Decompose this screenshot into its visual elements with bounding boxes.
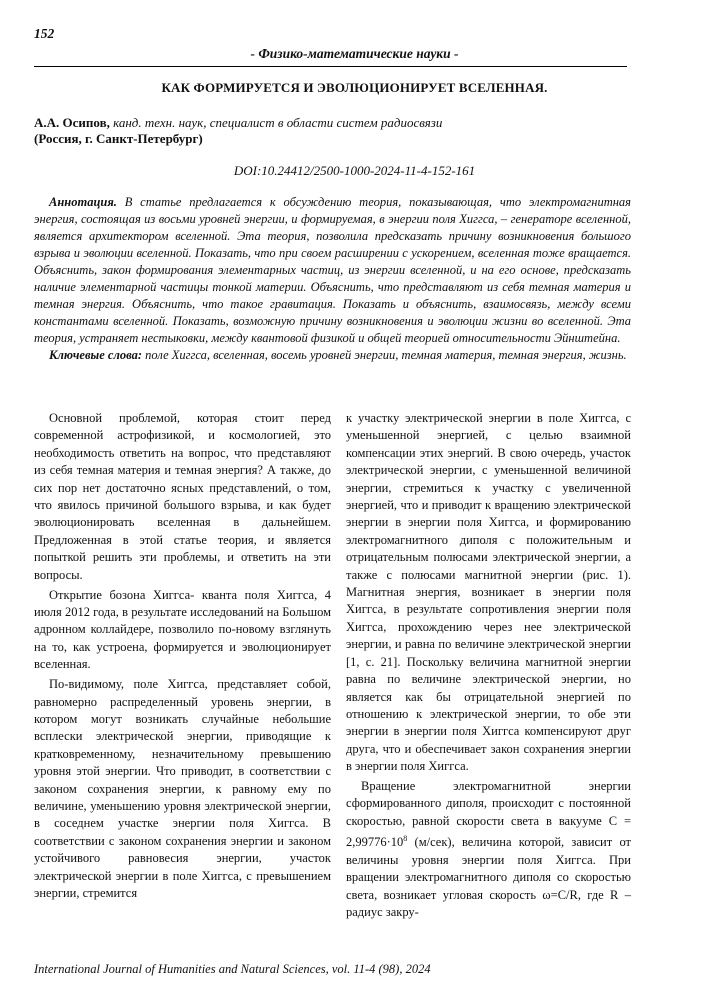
right-column	[346, 410, 631, 924]
author-block	[34, 115, 631, 147]
body-paragraph: Вращение электромагнитной энергии сформированного диполя, происходит с постоянной скоростью, равной скорости света в вакууме $C = 2,99776\cdot 10^8$ (м/сек), величина которой, зависит от величины уровня энергии поля Хиггса. При вращении электромагнитного диполя со скоростью света, возникает угловая скорость ω=C/R, где R – радиус закру-	[346, 779, 631, 920]
abstract-text: В статье предлагается к обсуждению теория, показывающая, что электромагнитная энергия, состоящая из восьми уровней энергии, и формируемая, в энергии поля Хиггса, – генераторе вселенной, является архитектором вселенной. Эта теория, позволила предсказать причину возникновения большого взрыва и эволюции вселенной. Показать, что при своем расширении с ускорением, вселенная тоже вращается. Объяснить, закон формирования элементарных частиц, из энергии вселенной, и на его основе, предсказать наличие элементарной частицы тонкой материи. Объяснить, что представляют из себя темная материя и темная энергия. Объяснить, что такое гравитация. Показать и объяснить, взаимосвязь, между всеми константами вселенной. Показать, возможную причину возникновения и эволюции жизни во вселенной. Эта теория, устраняет нестыковки, между квантовой физикой и общей теорией относительности Эйнштейна.	[34, 195, 631, 345]
article-title: КАК ФОРМИРУЕТСЯ И ЭВОЛЮЦИОНИРУЕТ ВСЕЛЕННАЯ.	[161, 80, 548, 95]
abstract-label: Аннотация.	[49, 195, 117, 209]
author-credentials: канд. техн. наук, специалист в области систем радиосвязи	[109, 115, 443, 130]
journal-footer: International Journal of Humanities and Natural Sciences, vol. 11-4 (98), 2024	[34, 962, 431, 976]
body-paragraph: к участку электрической энергии в поле Хиггса, с уменьшенной энергией, с целью взаимной компенсации этих энергий. В свою очередь, участок электрической энергии, с уменьшенной величиной энергии, стремиться к участку с увеличенной энергией, что и приводит к вращению электрической энергии в энергии поля Хиггса, и формированию электромагнитного диполя с положительным и отрицательным полюсами электрической энергии, а также с полюсами магнитной энергии (рис. 1). Магнитная энергия, возникает в энергии поля Хиггса, в результате сопротивления энергии поля Хиггса, прохождению через нее электрической энергии, и равна по величине электрической энергии [1, с. 21]. Поскольку величина магнитной энергии равна по величине электрической энергии, но является как бы отрицательной энергией по отношению к электрической энергии, то обе эти энергии в энергии поля Хиггса компенсируют друг друга, что и обеспечивает закон сохранения энергии в энергии поля Хиггса.	[346, 411, 631, 774]
left-column	[34, 410, 331, 905]
author-location: (Россия, г. Санкт-Петербург)	[34, 131, 203, 146]
abstract	[34, 194, 631, 364]
keywords-label: Ключевые слова:	[49, 348, 143, 362]
keywords-text: поле Хиггса, вселенная, восемь уровней энергии, темная материя, темная энергия, жизнь.	[142, 348, 627, 362]
keywords-paragraph	[34, 347, 631, 364]
abstract-paragraph	[34, 194, 631, 347]
header-rule	[34, 66, 627, 67]
exponent: 8	[403, 834, 408, 844]
author-line	[34, 115, 631, 131]
page-number: 152	[34, 26, 55, 41]
body-paragraph: Открытие бозона Хиггса- кванта поля Хиггса, 4 июля 2012 года, в результате исследований на Большом адронном коллайдере, позволило по-новому взглянуть на то, как устроена, формируется и эволюционирует вселенная.	[34, 587, 331, 672]
body-paragraph: По-видимому, поле Хиггса, представляет собой, равномерно распределенный уровень энергии, в котором могут возникать случайные небольшие всплески электрической энергии, приводящие к кратковременному, незначительному превышению уровня этой энергии. Что приводит, в соответствии с законом сохранения энергии, к равному ему по величине, уменьшению уровня электрической энергии, в соседнем участке энергии поля Хиггса. В соответствии с законом сохранения энергии и законом устойчивого равновесия энергии, участок электрической энергии в поле Хиггса, с превышением энергии, стремится	[34, 677, 331, 900]
author-name: А.А. Осипов,	[34, 115, 110, 130]
body-paragraph: Основной проблемой, которая стоит перед современной астрофизикой, и космологией, это необходимость ответить на вопрос, что представляют из себя темная материя и темная энергия? А также, до сих пор нет достаточно ясных представлений, о том, что явилось причиной большого взрыва, и как будет эволюционировать вселенная в дальнейшем. Предложенная в этой статье теория, и является попыткой решить эти проблемы, и ответить на эти вопросы.	[34, 411, 331, 582]
doi: DOI:10.24412/2500-1000-2024-11-4-152-161	[233, 163, 476, 178]
section-header: - Физико-математические науки -	[250, 46, 459, 61]
